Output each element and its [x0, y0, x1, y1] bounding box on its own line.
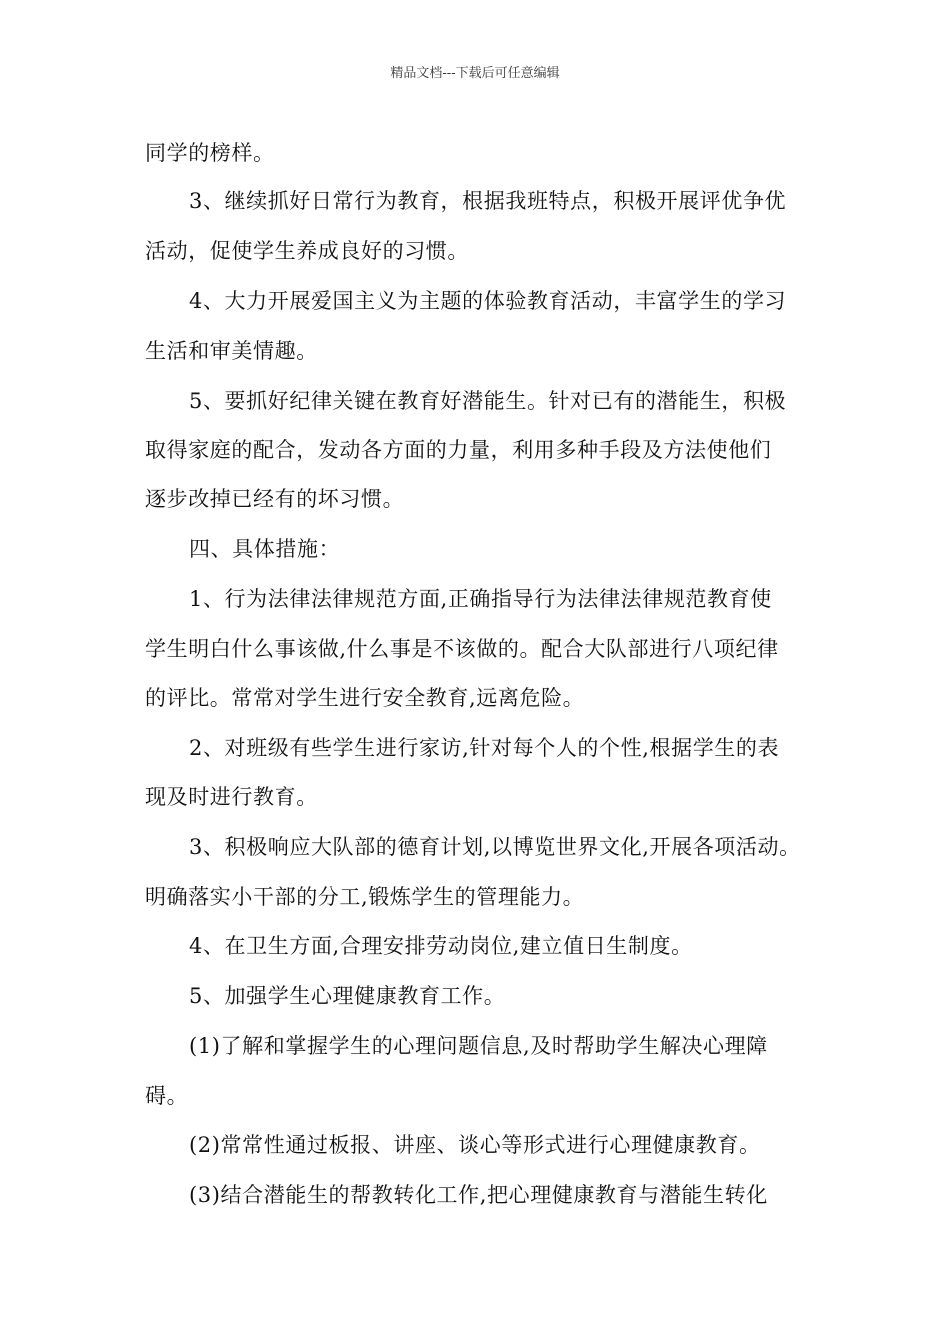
text-line: 取得家庭的配合，发动各方面的力量，利用多种手段及方法使他们 [145, 438, 772, 462]
text-line: 5、加强学生心理健康教育工作。 [189, 984, 506, 1008]
text-line: 5、要抓好纪律关键在教育好潜能生。针对已有的潜能生，积极 [189, 389, 787, 413]
page-header: 精品文档---下载后可任意编辑 [390, 66, 560, 81]
text-line: 逐步改掉已经有的坏习惯。 [145, 487, 405, 511]
text-line: (2)常常性通过板报、讲座、谈心等形式进行心理健康教育。 [189, 1133, 761, 1157]
text-line: 生活和审美情趣。 [145, 339, 318, 363]
text-line: 碍。 [145, 1084, 189, 1108]
text-line: 同学的榜样。 [145, 141, 275, 165]
text-line: 4、大力开展爱国主义为主题的体验教育活动，丰富学生的学习 [189, 289, 787, 313]
section-heading: 四、具体措施： [189, 537, 341, 561]
text-line: 1、行为法律法律规范方面,正确指导行为法律法律规范教育使 [189, 587, 772, 611]
text-line: (3)结合潜能生的帮教转化工作,把心理健康教育与潜能生转化 [189, 1183, 768, 1207]
text-line: 4、在卫生方面,合理安排劳动岗位,建立值日生制度。 [189, 934, 693, 958]
text-line: 2、对班级有些学生进行家访,针对每个人的个性,根据学生的表 [189, 736, 780, 760]
text-line: 的评比。常常对学生进行安全教育,远离危险。 [145, 686, 585, 710]
text-line: 学生明白什么事该做,什么事是不该做的。配合大队部进行八项纪律 [145, 637, 779, 661]
text-line: 3、积极响应大队部的德育计划,以博览世界文化,开展各项活动。 [189, 835, 801, 859]
text-line: (1)了解和掌握学生的心理问题信息,及时帮助学生解决心理障 [189, 1034, 768, 1058]
text-line: 明确落实小干部的分工,锻炼学生的管理能力。 [145, 885, 585, 909]
text-line: 现及时进行教育。 [145, 785, 318, 809]
text-line: 3、继续抓好日常行为教育，根据我班特点，积极开展评优争优 [189, 189, 787, 213]
text-line: 活动，促使学生养成良好的习惯。 [145, 239, 469, 263]
